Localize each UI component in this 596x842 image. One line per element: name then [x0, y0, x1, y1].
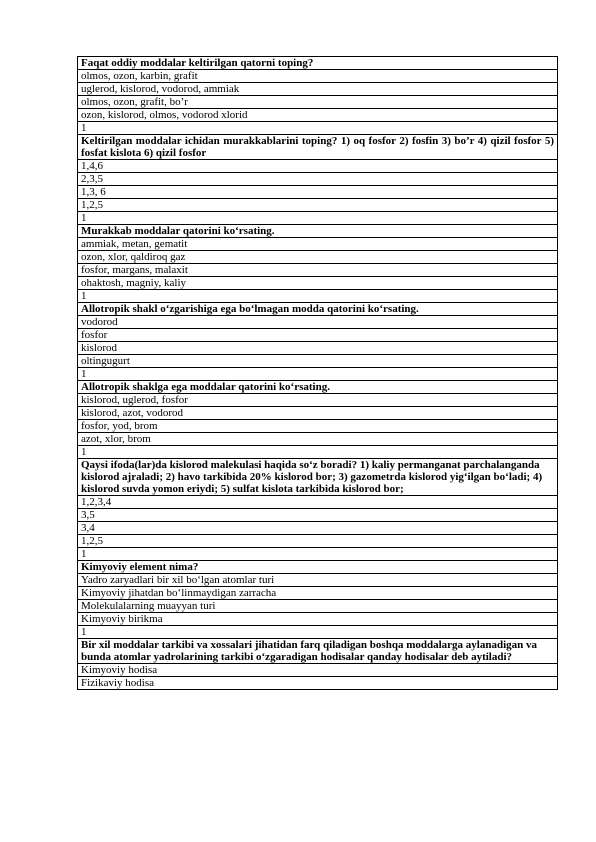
answer-row — [78, 368, 558, 381]
option-text: kislorod, azot, vodorod — [78, 407, 558, 420]
question-text: Allotropik shaklga ega moddalar qatorini ko‘rsating. — [78, 381, 558, 394]
option-row — [78, 251, 558, 264]
option-text: fosfor, margans, malaxit — [78, 264, 558, 277]
option-text: oltingugurt — [78, 355, 558, 368]
answer-text: 1 — [78, 368, 558, 381]
option-text: Molekulalarning muayyan turi — [78, 600, 558, 613]
option-row — [78, 522, 558, 535]
question-row — [78, 303, 558, 316]
answer-text: 1 — [78, 626, 558, 639]
option-text: fosfor — [78, 329, 558, 342]
option-text: olmos, ozon, grafit, bo’r — [78, 96, 558, 109]
option-row — [78, 420, 558, 433]
option-row — [78, 96, 558, 109]
option-row — [78, 277, 558, 290]
option-text: ammiak, metan, gematit — [78, 238, 558, 251]
option-row — [78, 160, 558, 173]
option-row — [78, 109, 558, 122]
question-row — [78, 639, 558, 664]
question-row — [78, 459, 558, 496]
option-text: Yadro zaryadlari bir xil bo‘lgan atomlar turi — [78, 574, 558, 587]
question-text: Murakkab moddalar qatorini ko‘rsating. — [78, 225, 558, 238]
answer-text: 1 — [78, 446, 558, 459]
option-text: kislorod — [78, 342, 558, 355]
question-text: Keltirilgan moddalar ichidan murakkablarini toping? 1) oq fosfor 2) fosfin 3) bo’r 4) qizil fosfor 5) fosfat kislota 6) qizil fosfor — [78, 135, 558, 160]
option-text: uglerod, kislorod, vodorod, ammiak — [78, 83, 558, 96]
option-text: ohaktosh, magniy, kaliy — [78, 277, 558, 290]
option-text: 1,2,3,4 — [78, 496, 558, 509]
option-row — [78, 186, 558, 199]
option-text: Kimyoviy jihatdan bo‘linmaydigan zarracha — [78, 587, 558, 600]
option-text: 1,2,5 — [78, 535, 558, 548]
answer-row — [78, 122, 558, 135]
option-text: 3,4 — [78, 522, 558, 535]
answer-row — [78, 212, 558, 225]
option-row — [78, 238, 558, 251]
question-row — [78, 135, 558, 160]
option-row — [78, 496, 558, 509]
answer-row — [78, 290, 558, 303]
option-text: Fizikaviy hodisa — [78, 677, 558, 690]
option-row — [78, 535, 558, 548]
option-row — [78, 574, 558, 587]
question-text: Bir xil moddalar tarkibi va xossalari jihatidan farq qiladigan boshqa moddalarga aylanadigan va bunda atomlar yadrolarining tarkibi o‘zgaradigan hodisalar qanday hodisalar deb aytiladi? — [78, 639, 558, 664]
question-row — [78, 561, 558, 574]
quiz-table — [77, 56, 558, 690]
answer-text: 1 — [78, 548, 558, 561]
question-text: Faqat oddiy moddalar keltirilgan qatorni toping? — [78, 57, 558, 70]
option-row — [78, 600, 558, 613]
quiz-body — [78, 57, 558, 690]
option-text: fosfor, yod, brom — [78, 420, 558, 433]
question-row — [78, 381, 558, 394]
option-row — [78, 664, 558, 677]
answer-row — [78, 548, 558, 561]
option-text: azot, xlor, brom — [78, 433, 558, 446]
option-text: 3,5 — [78, 509, 558, 522]
option-text: olmos, ozon, karbin, grafit — [78, 70, 558, 83]
option-row — [78, 587, 558, 600]
option-text: vodorod — [78, 316, 558, 329]
question-row — [78, 225, 558, 238]
option-row — [78, 316, 558, 329]
answer-text: 1 — [78, 290, 558, 303]
option-text: Kimyoviy hodisa — [78, 664, 558, 677]
question-text: Qaysi ifoda(lar)da kislorod malekulasi haqida so‘z boradi? 1) kaliy permanganat parchalanganda kislorod ajraladi; 2) havo tarkibida 20% kislorod bor; 3) gazometrda kislorod yig‘ilgan bo‘ladi; 4) kislorod suvda yomon eriydi; 5) sulfat kislota tarkibida kislorod bor; — [78, 459, 558, 496]
answer-text: 1 — [78, 212, 558, 225]
option-row — [78, 394, 558, 407]
option-row — [78, 342, 558, 355]
answer-text: 1 — [78, 122, 558, 135]
option-row — [78, 83, 558, 96]
answer-row — [78, 626, 558, 639]
option-row — [78, 264, 558, 277]
option-row — [78, 329, 558, 342]
option-row — [78, 173, 558, 186]
option-text: kislorod, uglerod, fosfor — [78, 394, 558, 407]
option-row — [78, 407, 558, 420]
option-text: Kimyoviy birikma — [78, 613, 558, 626]
option-row — [78, 509, 558, 522]
question-text: Allotropik shakl o‘zgarishiga ega bo‘lmagan modda qatorini ko‘rsating. — [78, 303, 558, 316]
option-row — [78, 199, 558, 212]
option-row — [78, 433, 558, 446]
option-row — [78, 613, 558, 626]
question-row — [78, 57, 558, 70]
option-row — [78, 70, 558, 83]
option-text: ozon, kislorod, olmos, vodorod xlorid — [78, 109, 558, 122]
answer-row — [78, 446, 558, 459]
option-row — [78, 355, 558, 368]
option-text: 1,4,6 — [78, 160, 558, 173]
option-text: 1,2,5 — [78, 199, 558, 212]
question-text: Kimyoviy element nima? — [78, 561, 558, 574]
quiz-document — [77, 56, 558, 690]
option-text: 1,3, 6 — [78, 186, 558, 199]
option-text: 2,3,5 — [78, 173, 558, 186]
option-text: ozon, xlor, qaldiroq gaz — [78, 251, 558, 264]
option-row — [78, 677, 558, 690]
